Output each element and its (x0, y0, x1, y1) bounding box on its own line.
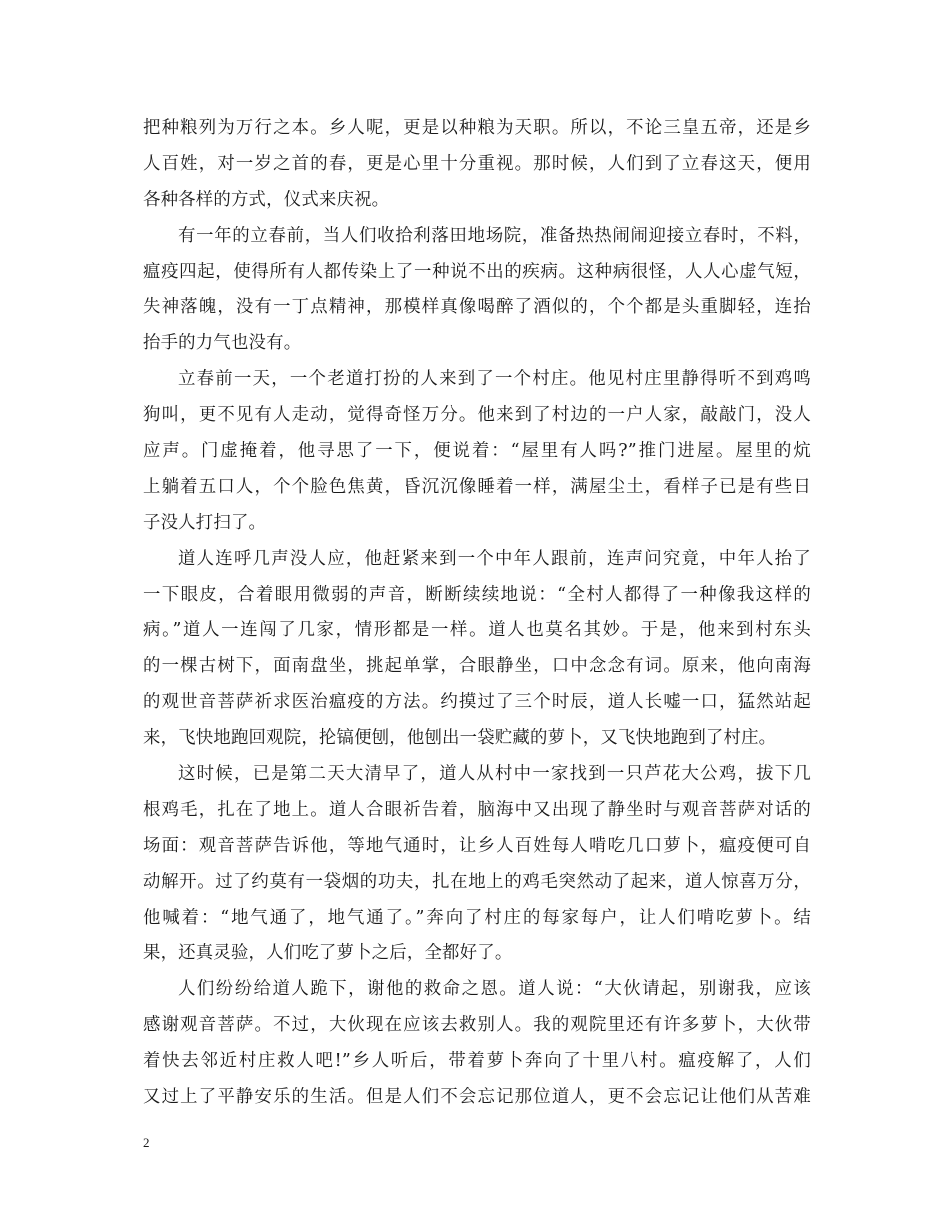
text-line: 场面：观音菩萨告诉他，等地气通时，让乡人百姓每人啃吃几口萝卜，瘟疫便可自 (143, 835, 811, 856)
text-line: 的一棵古树下，面南盘坐，挑起单掌，合眼静坐，口中念念有词。原来，他向南海 (143, 656, 811, 677)
text-line: 的观世音菩萨祈求医治瘟疫的方法。约摸过了三个时辰，道人长嘘一口，猛然站起 (143, 692, 811, 713)
text-line: 这时候，已是第二天大清早了，道人从村中一家找到一只芦花大公鸡，拔下几 (178, 764, 811, 785)
body-text (143, 111, 811, 1116)
text-line: 上躺着五口人，个个脸色焦黄，昏沉沉像睡着一样，满屋尘土，看样子已是有些日 (143, 476, 811, 497)
text-line: 立春前一天，一个老道打扮的人来到了一个村庄。他见村庄里静得听不到鸡鸣 (178, 369, 811, 390)
paragraph (143, 972, 811, 1116)
text-line: 根鸡毛，扎在了地上。道人合眼祈告着，脑海中又出现了静坐时与观音菩萨对话的 (143, 799, 811, 820)
text-line: 果，还真灵验，人们吃了萝卜之后，全都好了。 (143, 943, 513, 964)
text-line: 一下眼皮，合着眼用微弱的声音，断断续续地说：“全村人都得了一种像我这样的 (143, 584, 811, 605)
text-line: 感谢观音菩萨。不过，大伙现在应该去救别人。我的观院里还有许多萝卜，大伙带 (143, 1015, 811, 1036)
text-line: 人们纷纷给道人跪下，谢他的救命之恩。道人说：“大伙请起，别谢我，应该 (178, 979, 811, 1000)
paragraph (143, 362, 811, 541)
text-line: 着快去邻近村庄救人吧!”乡人听后，带着萝卜奔向了十里八村。瘟疫解了，人们 (143, 1051, 811, 1072)
text-line: 狗叫，更不见有人走动，觉得奇怪万分。他来到了村边的一户人家，敲敲门，没人 (143, 405, 811, 426)
text-line: 子没人打扫了。 (143, 512, 267, 533)
paragraph (143, 757, 811, 972)
paragraph (143, 219, 811, 363)
text-line: 病。”道人一连闯了几家，情形都是一样。道人也莫名其妙。于是，他来到村东头 (143, 620, 811, 641)
text-line: 把种粮列为万行之本。乡人呢，更是以种粮为天职。所以，不论三皇五帝，还是乡 (143, 118, 811, 138)
page-number: 2 (143, 1135, 150, 1150)
text-line: 动解开。过了约莫有一袋烟的功夫，扎在地上的鸡毛突然动了起来，道人惊喜万分， (143, 871, 811, 892)
text-line: 应声。门虚掩着，他寻思了一下，便说着：“屋里有人吗?”推门进屋。屋里的炕 (143, 441, 811, 462)
text-line: 来，飞快地跑回观院，抡镐便刨，他刨出一袋贮藏的萝卜，又飞快地跑到了村庄。 (143, 728, 777, 749)
text-line: 抬手的力气也没有。 (143, 333, 302, 354)
text-line: 他喊着：“地气通了，地气通了。”奔向了村庄的每家每户，让人们啃吃萝卜。结 (143, 907, 811, 928)
text-line: 人百姓，对一岁之首的春，更是心里十分重视。那时候，人们到了立春这天，便用 (143, 153, 811, 174)
text-line: 失神落魄，没有一丁点精神，那模样真像喝醉了酒似的，个个都是头重脚轻，连抬 (143, 297, 811, 318)
text-line: 道人连呼几声没人应，他赶紧来到一个中年人跟前，连声问究竟，中年人抬了 (178, 548, 811, 569)
text-line: 瘟疫四起，使得所有人都传染上了一种说不出的疾病。这种病很怪，人人心虚气短， (143, 261, 811, 282)
text-line: 又过上了平静安乐的生活。但是人们不会忘记那位道人，更不会忘记让他们从苦难 (143, 1087, 811, 1108)
text-line: 各种各样的方式，仪式来庆祝。 (143, 189, 390, 210)
text-line: 有一年的立春前，当人们收拾利落田地场院，准备热热闹闹迎接立春时，不料， (178, 225, 811, 246)
paragraph (143, 111, 811, 219)
paragraph (143, 542, 811, 757)
